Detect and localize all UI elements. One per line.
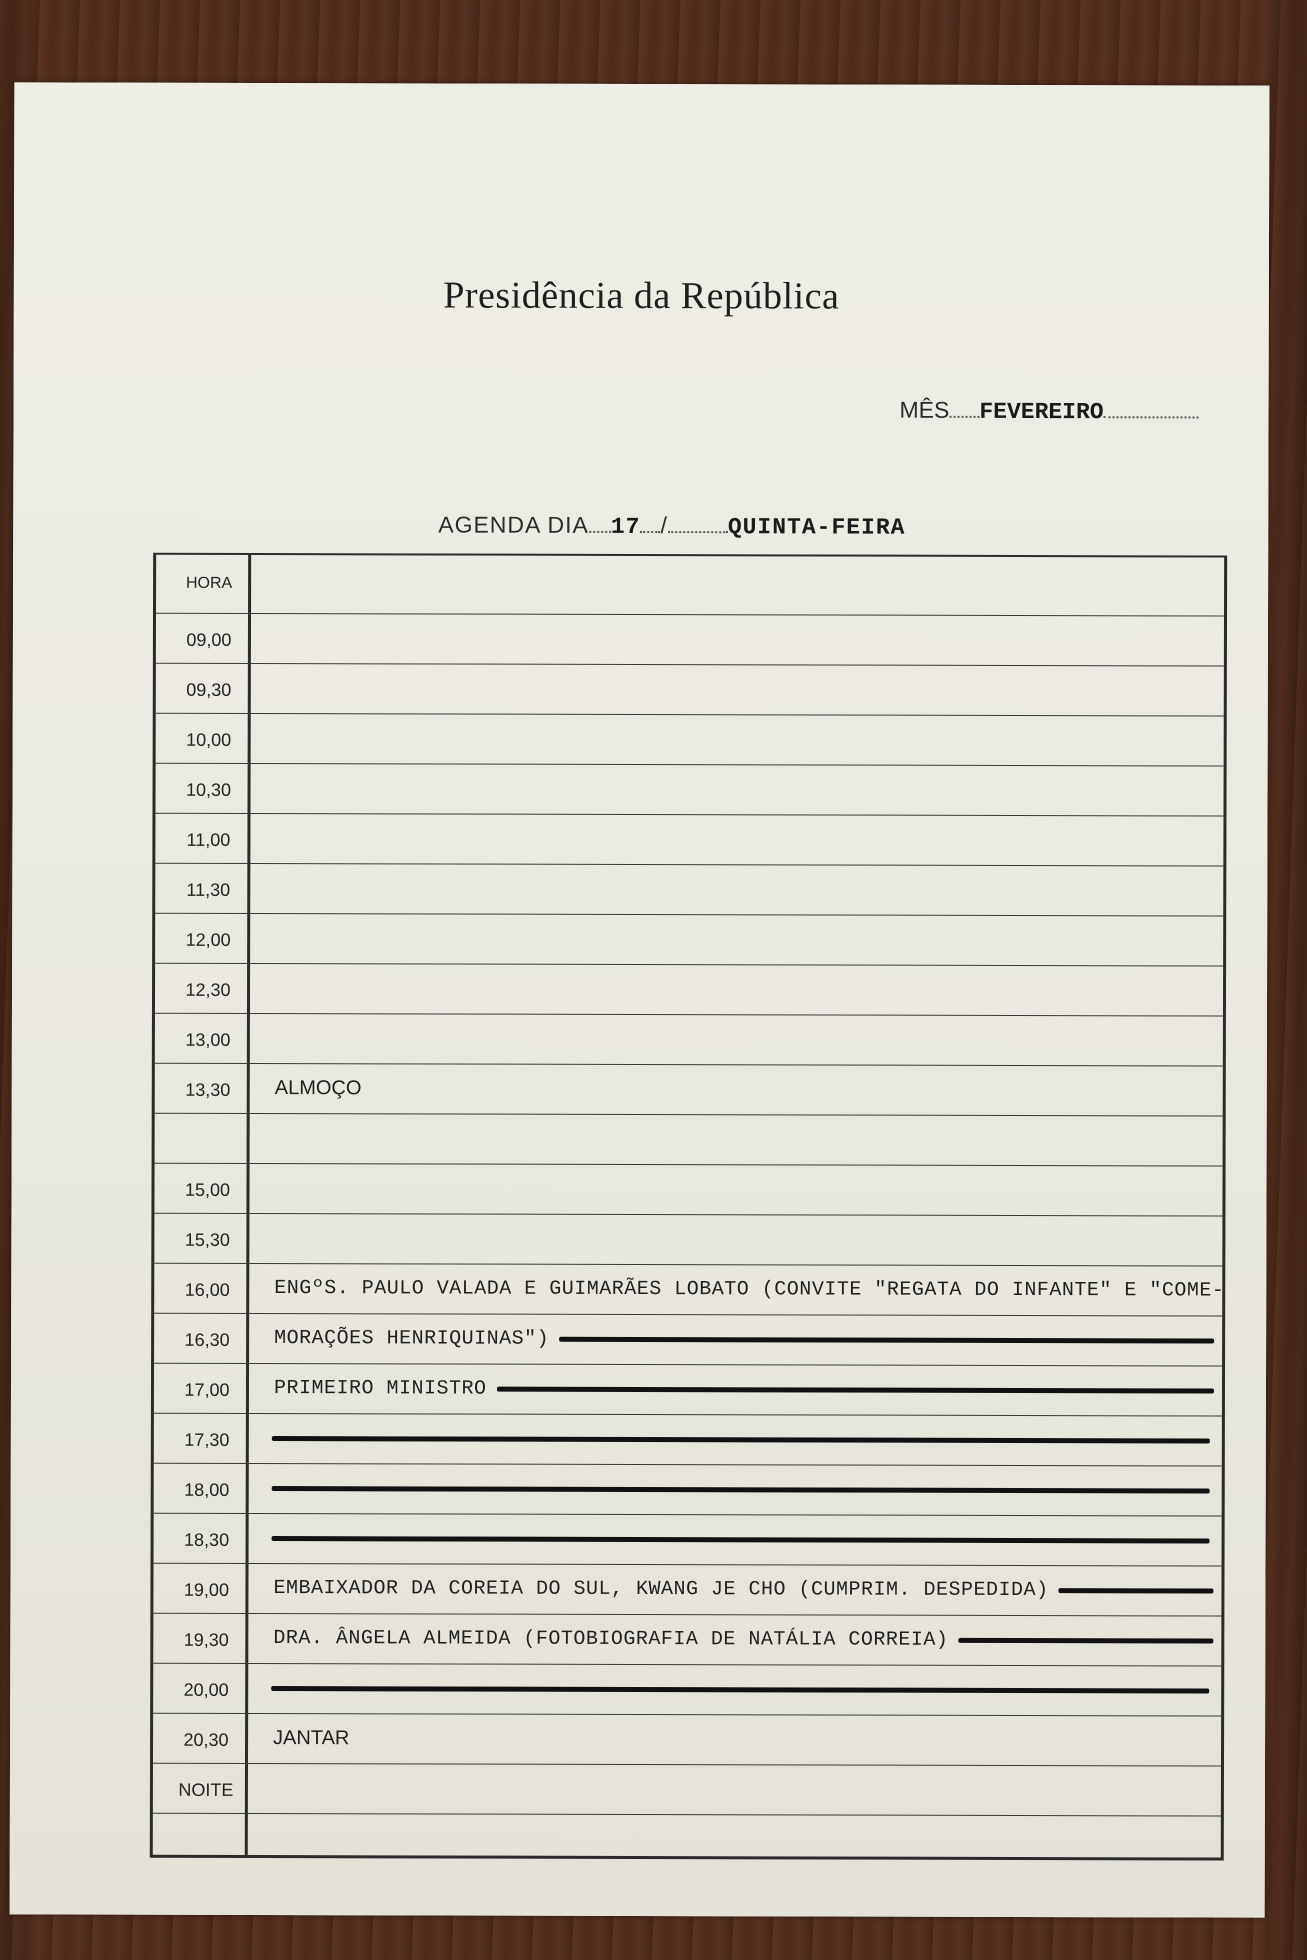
hour-cell: NOITE xyxy=(178,1779,234,1800)
date-separator: / xyxy=(660,512,668,539)
table-row xyxy=(153,1663,1221,1717)
hour-cell: 18,30 xyxy=(184,1529,230,1550)
table-row xyxy=(155,1063,1223,1117)
table-row xyxy=(154,1263,1225,1317)
table-row xyxy=(156,663,1224,717)
strike-rule xyxy=(559,1336,1214,1343)
table-header-row xyxy=(156,555,1224,617)
entry-cell xyxy=(276,626,1216,652)
hour-cell: 13,00 xyxy=(185,1029,231,1050)
hour-cell: 11,00 xyxy=(186,829,231,850)
hour-cell: 15,30 xyxy=(184,1229,230,1250)
agenda-day-field xyxy=(438,511,905,540)
table-row xyxy=(154,1313,1222,1367)
table-row xyxy=(153,1613,1221,1667)
entry-text: EMBAIXADOR DA COREIA DO SUL, KWANG JE CHO (CUMPRIM. DESPEDIDA) xyxy=(273,1576,1049,1602)
hour-cell: 17,00 xyxy=(184,1379,230,1400)
hour-cell: 20,00 xyxy=(183,1679,229,1700)
entry-cell xyxy=(275,876,1215,902)
entry-cell xyxy=(274,1226,1214,1252)
hour-cell: 20,30 xyxy=(183,1729,229,1750)
entry-cell xyxy=(273,1726,1213,1752)
table-row xyxy=(155,1113,1223,1167)
month-label: MÊS xyxy=(899,396,950,423)
entry-cell xyxy=(275,1026,1215,1052)
hour-cell: 10,30 xyxy=(185,779,232,800)
agenda-sheet xyxy=(10,82,1270,1917)
table-row xyxy=(155,913,1223,967)
entry-cell xyxy=(273,1776,1213,1802)
hour-cell: 10,00 xyxy=(186,729,232,750)
entry-text: PRIMEIRO MINISTRO xyxy=(273,1376,487,1401)
hour-cell: 19,00 xyxy=(183,1579,229,1600)
table-row xyxy=(154,1163,1222,1217)
page-title: Presidência da República xyxy=(443,274,840,318)
hour-cell: 13,30 xyxy=(185,1079,231,1100)
table-row xyxy=(155,813,1223,867)
entry-cell xyxy=(274,1326,1214,1352)
entry-cell xyxy=(274,1176,1214,1202)
entry-cell xyxy=(273,1626,1213,1652)
strike-rule xyxy=(1059,1588,1214,1593)
hour-cell: 17,30 xyxy=(184,1429,230,1450)
month-field xyxy=(900,397,1199,426)
hour-cell: 18,00 xyxy=(184,1479,230,1500)
table-row xyxy=(155,863,1223,917)
entry-cell xyxy=(275,926,1215,952)
month-value: FEVEREIRO xyxy=(979,398,1104,426)
weekday-value: QUINTA-FEIRA xyxy=(727,514,906,541)
entry-text: ENGºS. PAULO VALADA E GUIMARÃES LOBATO (CONVITE "REGATA DO INFANTE" E "COME- xyxy=(274,1276,1225,1303)
table-row xyxy=(154,1363,1222,1417)
entry-cell xyxy=(275,976,1215,1002)
hour-cell: 11,30 xyxy=(186,879,231,900)
entry-cell xyxy=(275,1126,1215,1152)
entry-cell xyxy=(276,776,1216,802)
hour-cell: 12,00 xyxy=(185,929,231,950)
table-row xyxy=(155,963,1223,1017)
entry-cell xyxy=(275,1076,1215,1102)
table-row xyxy=(153,1763,1221,1817)
day-value: 17 xyxy=(610,513,641,541)
strike-rule xyxy=(958,1637,1213,1643)
entry-text: DRA. ÂNGELA ALMEIDA (FOTOBIOGRAFIA DE NATÁLIA CORREIA) xyxy=(273,1626,949,1652)
strike-rule xyxy=(497,1386,1214,1393)
agenda-label: AGENDA DIA xyxy=(438,511,589,538)
table-row xyxy=(153,1563,1221,1617)
hour-cell: 15,00 xyxy=(184,1179,231,1200)
table-row xyxy=(154,1413,1222,1467)
entry-cell xyxy=(274,1276,1225,1303)
entry-cell xyxy=(276,676,1216,702)
schedule-table xyxy=(150,553,1227,1861)
entry-cell xyxy=(275,826,1215,852)
entry-cell xyxy=(274,1376,1214,1402)
entry-text: JANTAR xyxy=(273,1726,350,1749)
table-row xyxy=(154,1463,1222,1517)
table-row xyxy=(155,1013,1223,1067)
entry-cell xyxy=(276,726,1216,752)
hour-cell: 19,30 xyxy=(183,1629,229,1650)
table-row xyxy=(154,1213,1222,1267)
table-row xyxy=(156,613,1224,667)
hora-header: HORA xyxy=(185,574,233,592)
hour-cell: 09,00 xyxy=(186,629,232,650)
table-row xyxy=(153,1713,1221,1767)
table-row xyxy=(155,763,1223,817)
hour-cell: 12,30 xyxy=(185,979,231,1000)
hour-cell: 16,00 xyxy=(184,1279,230,1300)
entry-cell xyxy=(273,1576,1213,1602)
table-row xyxy=(156,713,1224,767)
entry-text: MORAÇÕES HENRIQUINAS") xyxy=(274,1326,550,1351)
hour-cell: 16,30 xyxy=(184,1329,230,1350)
hour-cell: 09,30 xyxy=(186,679,232,700)
entry-text: ALMOÇO xyxy=(274,1076,362,1099)
table-row xyxy=(154,1513,1222,1567)
